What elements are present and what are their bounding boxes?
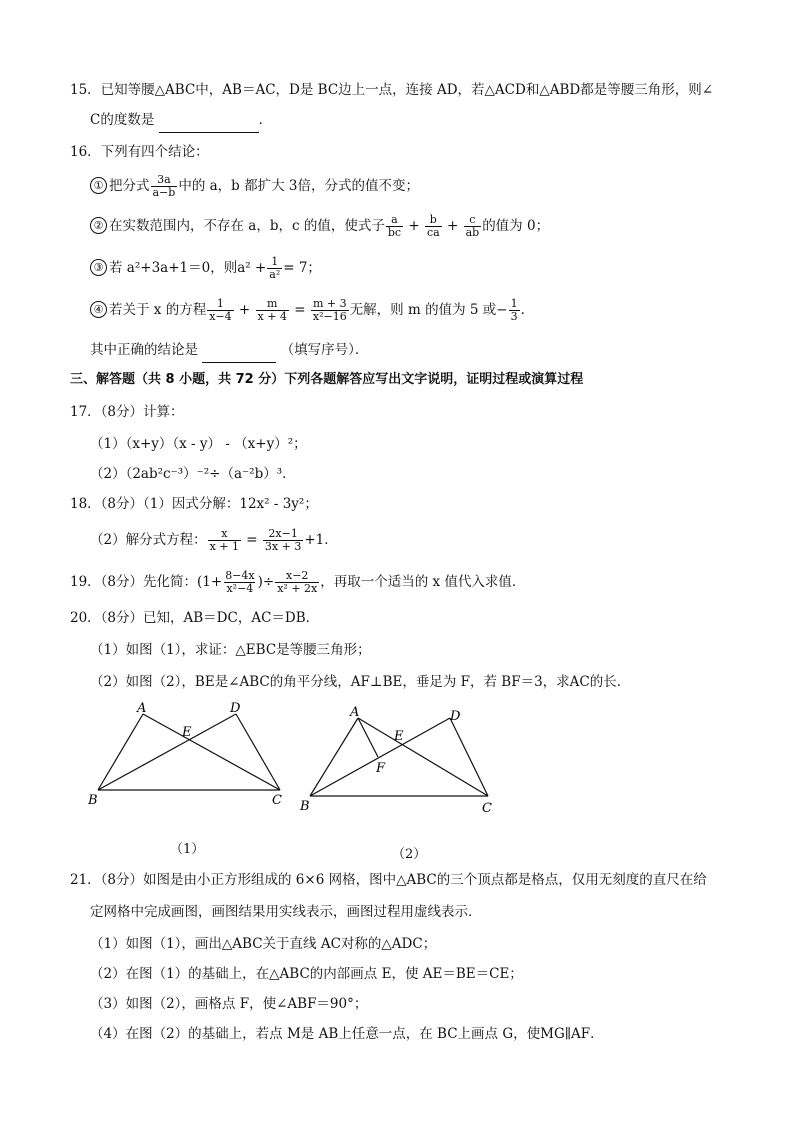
q18-frac1 xyxy=(208,528,241,553)
q17-part2: （2）（2ab²c⁻³）⁻²÷（a⁻²b）³． xyxy=(90,466,296,482)
frac-num: a xyxy=(391,213,398,226)
fig1-caption: （1） xyxy=(170,842,205,857)
q16-c1-fraction xyxy=(151,174,178,199)
fig1-label-b: B xyxy=(88,793,98,808)
q15-line1: 15．已知等腰△ABC中，AB＝AC，D是 BC边上一点，连接 AD，若△ACD和△ABD都是等腰三角形，则∠ xyxy=(70,82,714,98)
q16-c2-text-b: 的值为 0； xyxy=(482,218,550,234)
q16-c2-frac2 xyxy=(425,214,442,239)
q15-end: ． xyxy=(258,112,273,128)
q16-answer-hint: （填写序号）． xyxy=(280,342,369,358)
fig1-label-e: E xyxy=(182,725,192,740)
q15-line2 xyxy=(90,110,272,133)
frac-den: x + 4 xyxy=(257,310,287,323)
q16-c4-frac1 xyxy=(207,298,233,323)
q19-line xyxy=(70,568,525,596)
q18-part2-label: （2）解分式方程： xyxy=(90,532,207,548)
frac-num: x−2 xyxy=(286,569,309,582)
q16-c2-frac1 xyxy=(386,214,403,239)
q18-part2-end: +1． xyxy=(304,532,338,548)
fig1-label-a: A xyxy=(137,701,147,716)
frac-den: a−b xyxy=(152,186,176,199)
q16-conclusion-1 xyxy=(90,172,419,200)
frac-num: 1 xyxy=(216,297,224,310)
frac-den: x−4 xyxy=(209,310,232,323)
q19-text-b: )÷ xyxy=(257,574,275,590)
frac-den: 3x + 3 xyxy=(264,540,302,553)
q16-c3-text-b: = 7； xyxy=(283,260,321,276)
frac-den: 3 xyxy=(510,310,518,323)
q16-answer-blank[interactable] xyxy=(202,342,276,363)
frac-num: 3a xyxy=(157,173,171,186)
frac-den: x²−4 xyxy=(226,582,254,595)
frac-den: a² xyxy=(269,268,281,281)
q18-stem: 18．（8分）（1）因式分解：12x² - 3y²； xyxy=(70,496,318,512)
frac-num: c xyxy=(469,213,476,226)
q16-stem: 16．下列有四个结论： xyxy=(70,144,209,160)
fig1-segment-ac xyxy=(143,714,280,790)
fig2-label-e: E xyxy=(394,729,404,744)
q18-frac2 xyxy=(263,528,303,553)
fig2-label-a: A xyxy=(350,705,360,720)
fig2-segment-ba xyxy=(310,718,358,796)
frac-den: x²−16 xyxy=(312,310,347,323)
fig2-label-f: F xyxy=(376,761,386,776)
q21-part2: （2）在图（1）的基础上，在△ABC的内部画点 E，使 AE＝BE＝CE； xyxy=(90,966,523,982)
q16-c4-marker: ④ xyxy=(90,301,107,318)
q16-c1-text-b: 中的 a，b 都扩大 3倍，分式的值不变； xyxy=(178,178,419,194)
q17-part1: （1）（x+y）（x - y） - （x+y）²； xyxy=(90,436,307,452)
frac-den: ab xyxy=(465,226,480,239)
q16-c4-frac2 xyxy=(256,298,289,323)
q16-c2-marker: ② xyxy=(90,217,107,234)
frac-num: 1 xyxy=(510,297,518,310)
frac-num: x xyxy=(221,527,228,540)
q20-part1: （1）如图（1），求证：△EBC是等腰三角形； xyxy=(90,642,371,658)
q19-text-c: ，再取一个适当的 x 值代入求值． xyxy=(320,574,526,590)
q16-c4-frac4 xyxy=(509,298,520,323)
q16-c3-text-a: 若 a²+3a+1＝0，则a² + xyxy=(109,260,267,276)
frac-num: b xyxy=(429,213,437,226)
q16-c1-text-a: 把分式 xyxy=(109,178,150,194)
frac-num: m xyxy=(267,297,278,310)
frac-num: 8−4x xyxy=(225,569,255,582)
fig1-segment-ba xyxy=(98,714,143,790)
q16-conclusion-2: ② 在实数范围内，不存在 a，b，c 的值，使式子 $\frac{a}{bc}$ + $\frac{b}{ca}$ + $\frac{c}{ab}$ 的值为 0； xyxy=(90,212,549,240)
q15-answer-blank[interactable] xyxy=(159,112,259,133)
fig2-label-d: D xyxy=(450,709,461,724)
q21-line1: 21．（8分）如图是由小正方形组成的 6×6 网格，图中△ABC的三个顶点都是格点，仅用无刻度的直尺在给 xyxy=(70,872,707,888)
fig1-segment-bd xyxy=(98,714,236,790)
frac-num: 1 xyxy=(271,255,279,268)
q16-c4-text-c: ． xyxy=(520,302,535,318)
q20-figure-2 xyxy=(296,700,516,816)
q19-frac2 xyxy=(275,570,319,595)
q16-conclusion-3 xyxy=(90,254,321,282)
frac-den: x² + 2x xyxy=(277,582,318,595)
fig2-label-c: C xyxy=(482,801,492,816)
q21-part1: （1）如图（1），画出△ABC关于直线 AC对称的△ADC； xyxy=(90,936,437,952)
frac-den: bc xyxy=(387,226,402,239)
q21-line2: 定网格中完成画图，画图结果用实线表示，画图过程用虚线表示． xyxy=(90,904,482,920)
fig2-caption: （2） xyxy=(392,847,427,862)
q18-part2: （2）解分式方程： $\frac{x}{x + 1}$ = $\frac{2x-1}{3x + 3}$ +1． xyxy=(90,527,338,553)
q16-c3-fraction xyxy=(267,256,282,281)
fig2-label-b: B xyxy=(300,799,310,814)
fig2-segment-bd xyxy=(310,718,450,796)
q16-c3-marker: ③ xyxy=(90,259,107,276)
q16-c4-frac3 xyxy=(311,298,349,323)
q15-line2-text: C的度数是 xyxy=(90,112,155,128)
q16-c2-frac3 xyxy=(464,214,482,239)
fig1-label-c: C xyxy=(272,793,282,808)
q16-answer-line xyxy=(90,340,368,363)
q16-c1-marker: ① xyxy=(90,177,107,194)
frac-num: 2x−1 xyxy=(268,527,298,540)
q16-answer-label: 其中正确的结论是 xyxy=(90,342,198,358)
q21-part3: （3）如图（2），画格点 F，使∠ABF＝90°； xyxy=(90,996,368,1012)
q16-c4-text-a: 若关于 x 的方程 xyxy=(109,302,207,318)
q16-c4-text-b: 无解，则 m 的值为 5 或− xyxy=(349,302,508,318)
q20-figure-1 xyxy=(80,698,300,810)
frac-den: x + 1 xyxy=(209,540,240,553)
q19-text-a: 19．（8分）先化简：(1+ xyxy=(70,574,223,590)
q16-c2-text-a: 在实数范围内，不存在 a，b，c 的值，使式子 xyxy=(109,218,385,234)
frac-num: m + 3 xyxy=(312,297,347,310)
q19-frac1 xyxy=(223,570,256,595)
q21-part4: （4）在图（2）的基础上，若点 M是 AB上任意一点，在 BC上画点 G，使MG∥AF． xyxy=(90,1026,604,1042)
fig1-label-d: D xyxy=(230,701,241,716)
q20-stem: 20．（8分）已知，AB＝DC，AC＝DB． xyxy=(70,610,320,626)
fig1-segment-dc xyxy=(236,714,280,790)
q17-stem: 17．（8分）计算： xyxy=(70,404,184,420)
frac-den: ca xyxy=(426,226,440,239)
section-3-heading: 三、解答题（共 8 小题，共 72 分）下列各题解答应写出文字说明，证明过程或演算过程 xyxy=(70,372,584,387)
q20-part2: （2）如图（2），BE是∠ABC的角平分线，AF⊥BE，垂足为 F，若 BF＝3，求AC的长． xyxy=(90,674,631,690)
q16-conclusion-4: ④ 若关于 x 的方程 $\frac{1}{x-4}$ + $\frac{m}{x + 4}$ = $\frac{m + 3}{\text{x²−16}}$ 无解，则 m 的值为 5 或− $\frac{1}{3}$ ． xyxy=(90,296,534,324)
